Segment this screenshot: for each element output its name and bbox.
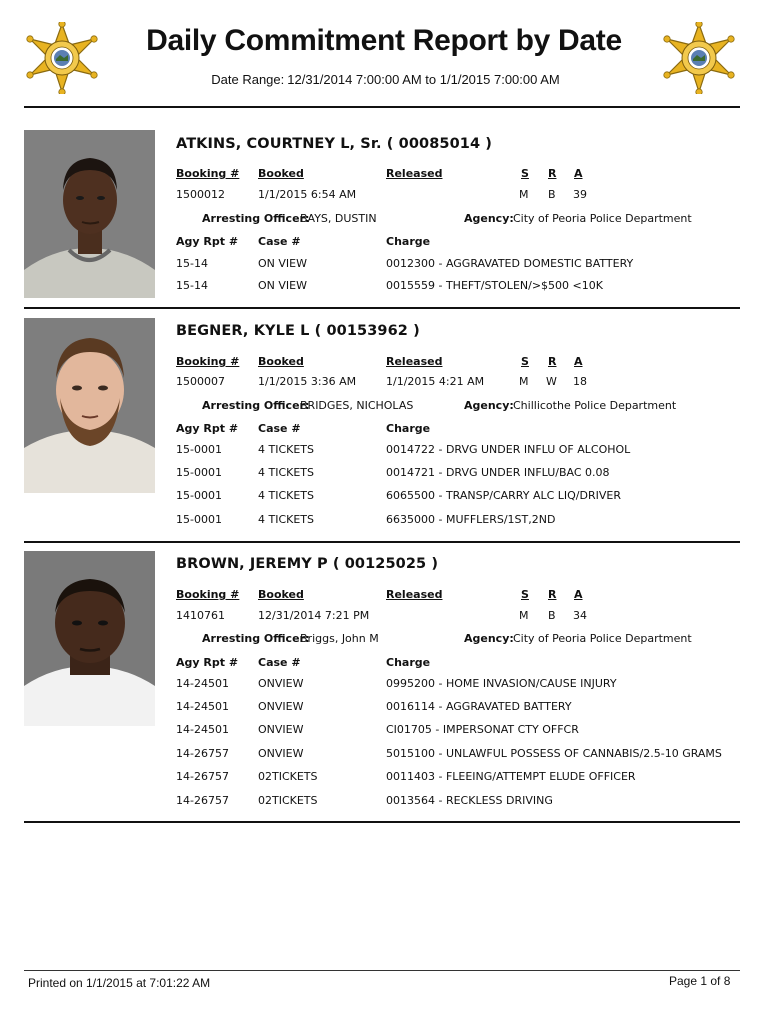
charge-description: 0995200 - HOME INVASION/CAUSE INJURY [386,677,617,690]
booked-header: Booked [258,355,304,368]
booking-header: Booking # [176,355,240,368]
printed-timestamp: Printed on 1/1/2015 at 7:01:22 AM [28,976,211,990]
sex-header: S [521,167,529,180]
race-header: R [548,588,557,601]
charge-description: 0013564 - RECKLESS DRIVING [386,794,553,807]
date-range-label: Date Range: [211,72,285,87]
charge-agy-rpt: 15-0001 [176,466,222,479]
released-header: Released [386,355,443,368]
charge-agy-rpt: 14-24501 [176,723,229,736]
charge-agy-rpt: 15-0001 [176,489,222,502]
charge-agy-rpt: 15-0001 [176,443,222,456]
mugshot-photo [24,551,155,726]
booked-datetime: 1/1/2015 6:54 AM [258,188,357,201]
charge-case: ONVIEW [258,723,304,736]
charge-agy-rpt: 15-14 [176,257,208,270]
booking-header: Booking # [176,588,240,601]
booking-number: 1500007 [176,375,225,388]
charge-case: 02TICKETS [258,770,318,783]
charge-agy-rpt: 14-26757 [176,794,229,807]
sex-header: S [521,355,529,368]
mugshot-photo [24,318,155,493]
charge-description: 6065500 - TRANSP/CARRY ALC LIQ/DRIVER [386,489,621,502]
header-divider [24,106,740,108]
charge-description: CI01705 - IMPERSONAT CTY OFFCR [386,723,579,736]
charge-case: ON VIEW [258,279,307,292]
booked-header: Booked [258,588,304,601]
agency-label: Agency: [464,212,514,225]
charge-case: 4 TICKETS [258,513,315,526]
race-header: R [548,355,557,368]
charge-agy-rpt: 14-26757 [176,747,229,760]
released-header: Released [386,167,443,180]
sex-value: M [519,188,529,201]
footer-divider [24,970,740,971]
case-header: Case # [258,656,301,669]
agy-rpt-header: Agy Rpt # [176,235,239,248]
charge-description: 5015100 - UNLAWFUL POSSESS OF CANNABIS/2.5-10 GRAMS [386,747,722,760]
charge-case: 4 TICKETS [258,443,315,456]
charge-description: 0015559 - THEFT/STOLEN/>$500 <10K [386,279,603,292]
case-header: Case # [258,235,301,248]
charge-description: 0014721 - DRVG UNDER INFLU/BAC 0.08 [386,466,610,479]
age-header: A [574,588,583,601]
date-range-value: 12/31/2014 7:00:00 AM to 1/1/2015 7:00:00 AM [287,72,560,87]
page-number: Page 1 of 8 [669,974,731,988]
charge-description: 0014722 - DRVG UNDER INFLU OF ALCOHOL [386,443,631,456]
charge-description: 0011403 - FLEEING/ATTEMPT ELUDE OFFICER [386,770,636,783]
released-datetime: 1/1/2015 4:21 AM [386,375,485,388]
booking-number: 1500012 [176,188,225,201]
booked-datetime: 1/1/2015 3:36 AM [258,375,357,388]
age-value: 18 [573,375,587,388]
charge-description: 6635000 - MUFFLERS/1ST,2ND [386,513,556,526]
charge-agy-rpt: 14-24501 [176,677,229,690]
charge-header: Charge [386,422,431,435]
charge-case: 4 TICKETS [258,466,315,479]
booking-number: 1410761 [176,609,225,622]
race-header: R [548,167,557,180]
sex-value: M [519,375,529,388]
inmate-name: BEGNER, KYLE L ( 00153962 ) [176,323,420,339]
arresting-officer-label: Arresting Officer: [202,632,310,645]
charge-case: ONVIEW [258,747,304,760]
charge-description: 0016114 - AGGRAVATED BATTERY [386,700,572,713]
agency-value: Chillicothe Police Department [513,399,677,412]
arresting-officer-label: Arresting Officer: [202,212,310,225]
inmate-record [24,551,740,811]
age-value: 39 [573,188,587,201]
charge-agy-rpt: 15-0001 [176,513,222,526]
arresting-officer-value: BRIDGES, NICHOLAS [300,399,414,412]
inmate-name: BROWN, JEREMY P ( 00125025 ) [176,556,439,572]
inmate-name: ATKINS, COURTNEY L, Sr. ( 00085014 ) [176,136,493,152]
charge-case: 4 TICKETS [258,489,315,502]
sex-header: S [521,588,529,601]
record-divider [24,541,740,543]
released-header: Released [386,588,443,601]
inmate-record [24,318,740,528]
agency-value: City of Peoria Police Department [513,632,692,645]
record-divider [24,307,740,309]
booking-header: Booking # [176,167,240,180]
charge-case: ONVIEW [258,700,304,713]
charge-agy-rpt: 14-26757 [176,770,229,783]
charge-description: 0012300 - AGGRAVATED DOMESTIC BATTERY [386,257,634,270]
charge-agy-rpt: 15-14 [176,279,208,292]
booked-header: Booked [258,167,304,180]
race-value: B [548,188,556,201]
agy-rpt-header: Agy Rpt # [176,656,239,669]
agy-rpt-header: Agy Rpt # [176,422,239,435]
arresting-officer-label: Arresting Officer: [202,399,310,412]
report-title: Daily Commitment Report by Date [146,24,622,57]
sex-value: M [519,609,529,622]
case-header: Case # [258,422,301,435]
age-header: A [574,167,583,180]
race-value: W [546,375,557,388]
charge-case: ON VIEW [258,257,307,270]
charge-header: Charge [386,656,431,669]
age-header: A [574,355,583,368]
date-range [0,72,768,87]
charge-header: Charge [386,235,431,248]
charge-case: 02TICKETS [258,794,318,807]
agency-label: Agency: [464,632,514,645]
agency-label: Agency: [464,399,514,412]
charge-case: ONVIEW [258,677,304,690]
mugshot-photo [24,130,155,298]
record-divider [24,821,740,823]
charge-agy-rpt: 14-24501 [176,700,229,713]
arresting-officer-value: BAYS, DUSTIN [300,212,377,225]
age-value: 34 [573,609,587,622]
agency-value: City of Peoria Police Department [513,212,692,225]
race-value: B [548,609,556,622]
arresting-officer-value: Briggs, John M [300,632,379,645]
booked-datetime: 12/31/2014 7:21 PM [258,609,370,622]
inmate-record [24,130,740,300]
